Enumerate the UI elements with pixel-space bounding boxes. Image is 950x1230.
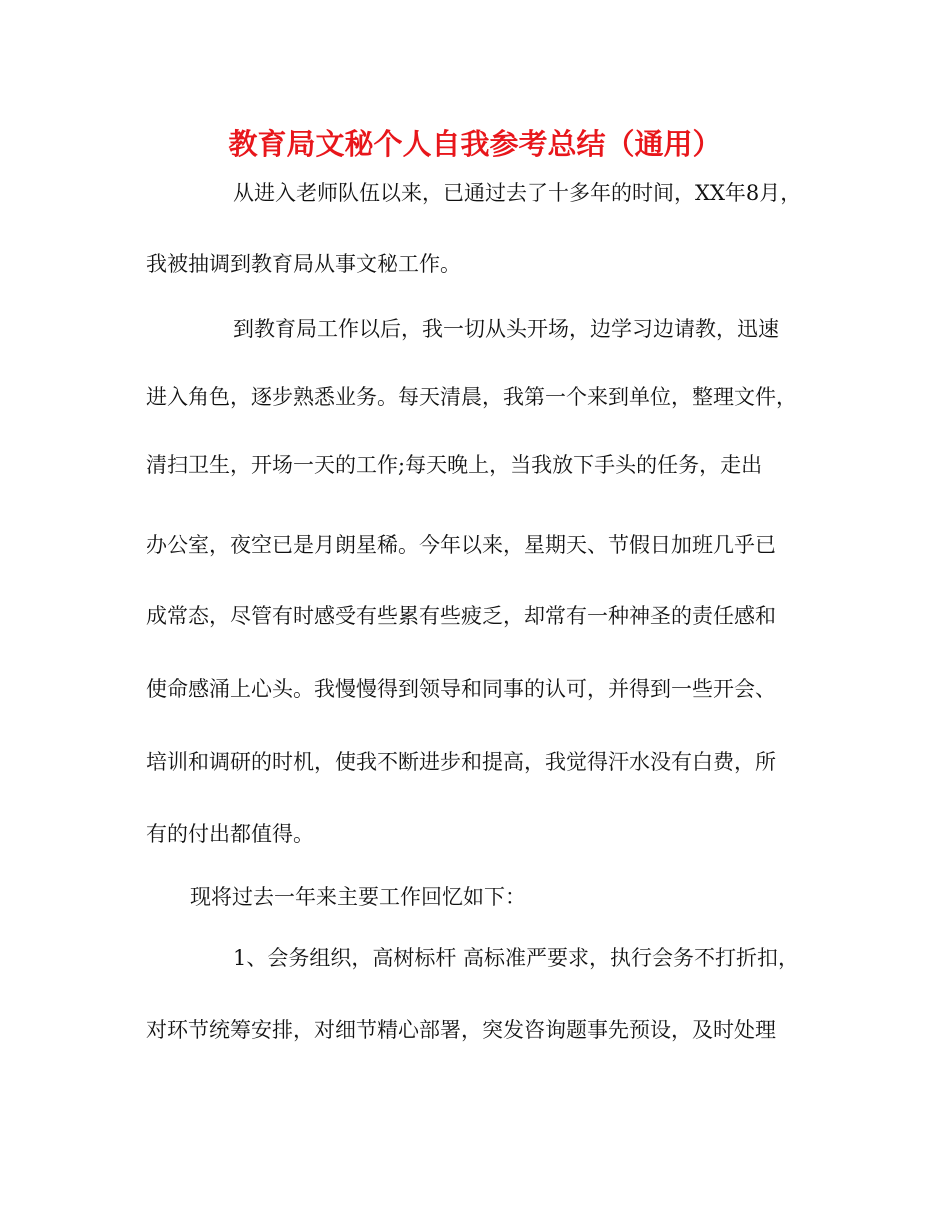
paragraph-line: 成常态，尽管有时感受有些累有些疲乏，却常有一种神圣的责任感和	[146, 604, 776, 628]
paragraph-line: 从进入老师队伍以来，已通过去了十多年的时间，XX年8月，	[233, 181, 802, 205]
document-title: 教育局文秘个人自我参考总结（通用）	[228, 127, 722, 161]
paragraph-line: 进入角色，逐步熟悉业务。每天清晨，我第一个来到单位，整理文件，	[146, 385, 797, 409]
paragraph-line: 现将过去一年来主要工作回忆如下：	[190, 885, 526, 909]
paragraph-line: 使命感涌上心头。我慢慢得到领导和同事的认可，并得到一些开会、	[146, 677, 776, 701]
paragraph-line: 有的付出都值得。	[146, 822, 314, 846]
paragraph-line: 办公室，夜空已是月朗星稀。今年以来，星期天、节假日加班几乎已	[146, 533, 776, 557]
paragraph-line: 1、会务组织，高树标杆 高标准严要求，执行会务不打折扣，	[233, 946, 800, 970]
paragraph-line: 到教育局工作以后，我一切从头开场，边学习边请教，迅速	[233, 317, 779, 341]
paragraph-line: 对环节统筹安排，对细节精心部署，突发咨询题事先预设，及时处理	[146, 1018, 776, 1042]
paragraph-line: 我被抽调到教育局从事文秘工作。	[146, 252, 461, 276]
paragraph-line: 清扫卫生，开场一天的工作;每天晚上，当我放下手头的任务，走出	[146, 453, 763, 477]
paragraph-line: 培训和调研的时机，使我不断进步和提高，我觉得汗水没有白费，所	[146, 750, 776, 774]
